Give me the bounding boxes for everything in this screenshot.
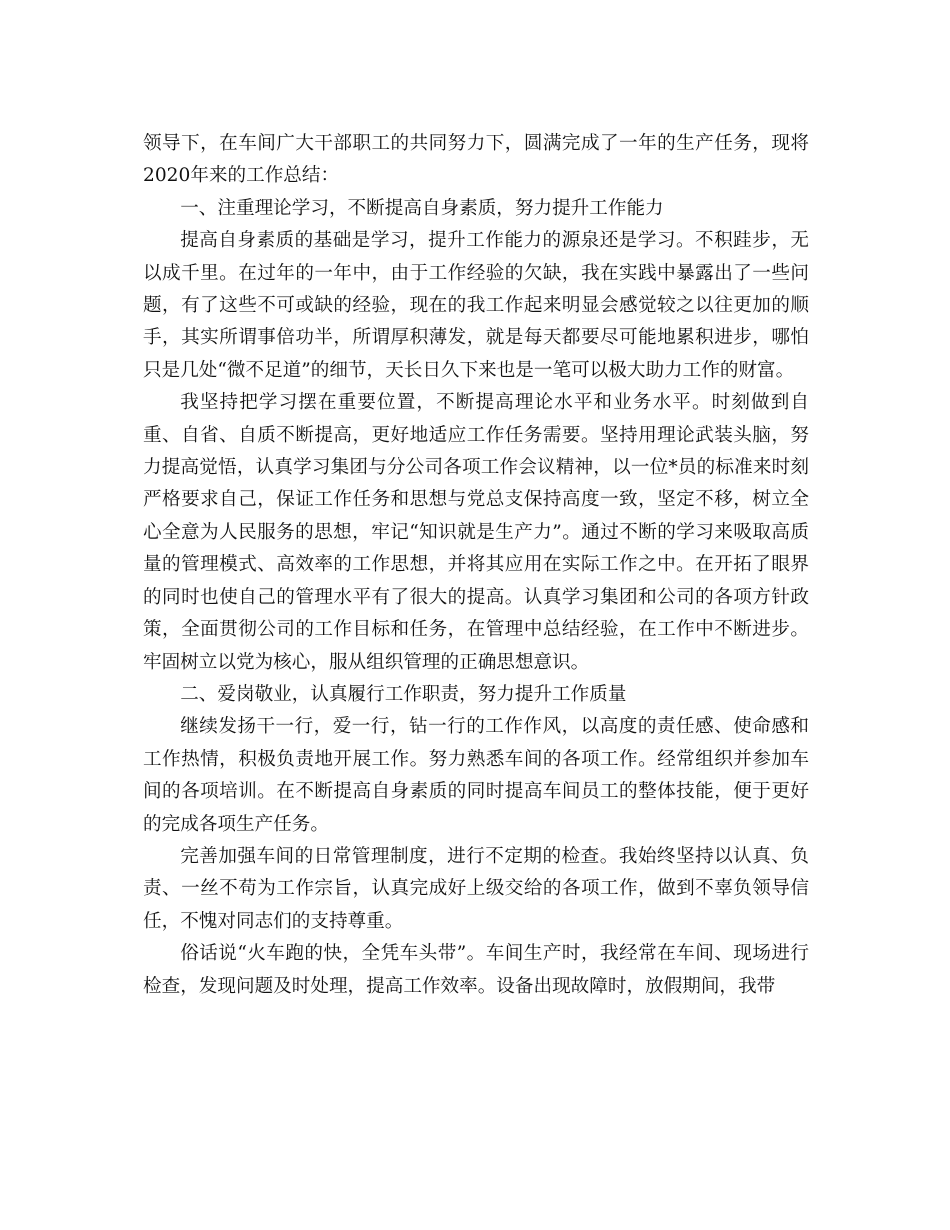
section-heading-1: 一、注重理论学习，不断提高自身素质，努力提升工作能力 xyxy=(180,197,664,219)
paragraph: 俗话说“火车跑的快，全凭车头带”。车间生产时，我经常在车间、现场进行检查，发现问题及时处理，提高工作效率。设备出现故障时，放假期间，我带 xyxy=(143,943,809,997)
paragraph: 提高自身素质的基础是学习，提升工作能力的源泉还是学习。不积跬步，无以成千里。在过年的一年中，由于工作经验的欠缺，我在实践中暴露出了一些问题，有了这些不可或缺的经验，现在的我工作起来明显会感觉较之以往更加的顺手，其实所谓事倍功半，所谓厚积薄发，就是每天都要尽可能地累积进步，哪怕只是几处“微不足道”的细节，天长日久下来也是一笔可以极大助力工作的财富。 xyxy=(143,230,809,381)
paragraph: 我坚持把学习摆在重要位置，不断提高理论水平和业务水平。时刻做到自重、自省、自质不断提高，更好地适应工作任务需要。坚持用理论武装头脑，努力提高觉悟，认真学习集团与分公司各项工作会议精神，以一位*员的标准来时刻严格要求自己，保证工作任务和思想与党总支保持高度一致，坚定不移，树立全心全意为人民服务的思想，牢记“知识就是生产力”。通过不断的学习来吸取高质量的管理模式、高效率的工作思想，并将其应用在实际工作之中。在开拓了眼界的同时也使自己的管理水平有了很大的提高。认真学习集团和公司的各项方针政策，全面贯彻公司的工作目标和任务，在管理中总结经验，在工作中不断进步。牢固树立以党为核心，服从组织管理的正确思想意识。 xyxy=(143,392,809,673)
paragraph: 完善加强车间的日常管理制度，进行不定期的检查。我始终坚持以认真、负责、一丝不苟为工作宗旨，认真完成好上级交给的各项工作，做到不辜负领导信任，不愧对同志们的支持尊重。 xyxy=(143,845,809,932)
paragraph: 继续发扬干一行，爱一行，钻一行的工作作风，以高度的责任感、使命感和工作热情，积极负责地开展工作。努力熟悉车间的各项工作。经常组织并参加车间的各项培训。在不断提高自身素质的同时提高车间员工的整体技能，便于更好的完成各项生产任务。 xyxy=(143,716,809,835)
paragraph-intro-continuation: 领导下，在车间广大干部职工的共同努力下，圆满完成了一年的生产任务，现将2020年来的工作总结： xyxy=(143,133,809,187)
section-heading-2: 二、爱岗敬业，认真履行工作职责，努力提升工作质量 xyxy=(180,683,627,705)
document-body xyxy=(143,128,809,1003)
